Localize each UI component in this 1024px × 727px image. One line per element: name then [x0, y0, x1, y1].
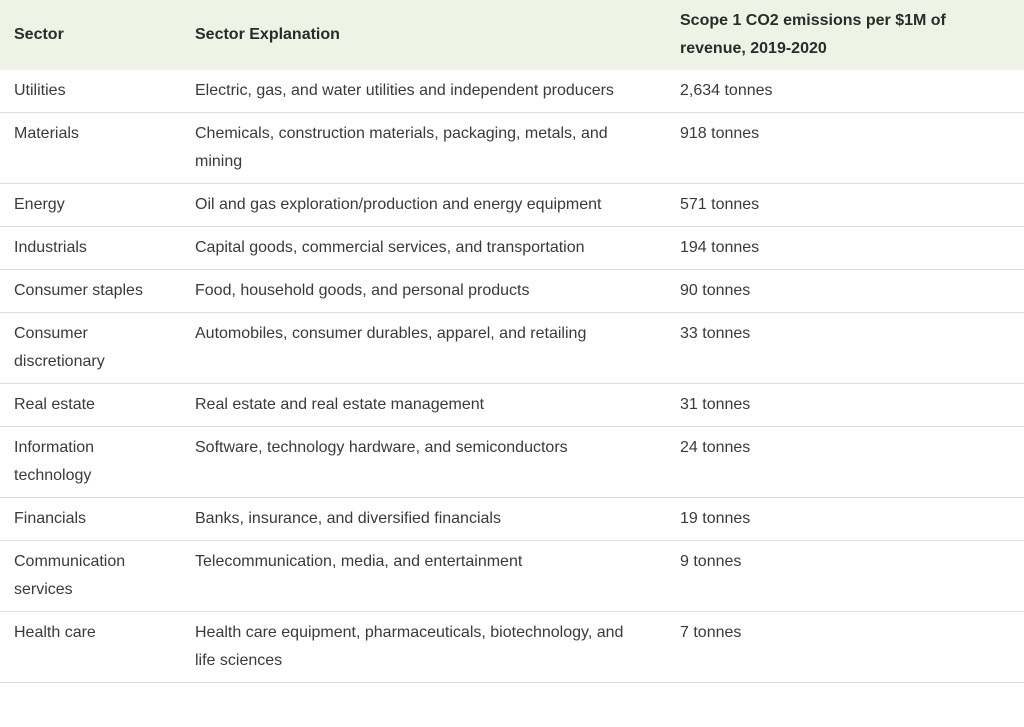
table-row [0, 227, 1024, 270]
cell-sector: Materials [0, 113, 181, 184]
cell-explanation: Software, technology hardware, and semiconductors [181, 427, 666, 498]
table-row [0, 498, 1024, 541]
cell-emissions: 90 tonnes [666, 270, 1024, 313]
cell-emissions: 9 tonnes [666, 541, 1024, 612]
cell-explanation: Health care equipment, pharmaceuticals, biotechnology, and life sciences [181, 612, 666, 683]
table-row [0, 270, 1024, 313]
header-emissions: Scope 1 CO2 emissions per $1M of revenue, 2019-2020 [680, 12, 946, 57]
header-explanation: Sector Explanation [195, 26, 340, 43]
table-row [0, 113, 1024, 184]
table-body [0, 70, 1024, 683]
cell-sector: Health care [0, 612, 181, 683]
cell-sector: Energy [0, 184, 181, 227]
table-row [0, 612, 1024, 683]
header-sector: Sector [14, 26, 64, 43]
table-row [0, 427, 1024, 498]
cell-sector: Information technology [0, 427, 181, 498]
cell-sector: Utilities [0, 70, 181, 113]
table-row [0, 184, 1024, 227]
cell-sector: Consumer discretionary [0, 313, 181, 384]
cell-sector: Financials [0, 498, 181, 541]
cell-emissions: 571 tonnes [666, 184, 1024, 227]
cell-explanation: Chemicals, construction materials, packaging, metals, and mining [181, 113, 666, 184]
cell-emissions: 7 tonnes [666, 612, 1024, 683]
cell-sector: Consumer staples [0, 270, 181, 313]
table-row [0, 70, 1024, 113]
cell-emissions: 31 tonnes [666, 384, 1024, 427]
cell-explanation: Electric, gas, and water utilities and independent producers [181, 70, 666, 113]
cell-emissions: 2,634 tonnes [666, 70, 1024, 113]
cell-sector: Communication services [0, 541, 181, 612]
cell-emissions: 918 tonnes [666, 113, 1024, 184]
table-row [0, 541, 1024, 612]
cell-explanation: Oil and gas exploration/production and energy equipment [181, 184, 666, 227]
table-row [0, 384, 1024, 427]
cell-emissions: 19 tonnes [666, 498, 1024, 541]
cell-explanation: Telecommunication, media, and entertainment [181, 541, 666, 612]
cell-explanation: Food, household goods, and personal products [181, 270, 666, 313]
cell-explanation: Capital goods, commercial services, and transportation [181, 227, 666, 270]
table-header [0, 0, 1024, 70]
cell-explanation: Automobiles, consumer durables, apparel, and retailing [181, 313, 666, 384]
table-row [0, 313, 1024, 384]
cell-sector: Real estate [0, 384, 181, 427]
cell-explanation: Banks, insurance, and diversified financials [181, 498, 666, 541]
cell-explanation: Real estate and real estate management [181, 384, 666, 427]
cell-emissions: 24 tonnes [666, 427, 1024, 498]
cell-sector: Industrials [0, 227, 181, 270]
cell-emissions: 33 tonnes [666, 313, 1024, 384]
header-row [0, 0, 1024, 70]
cell-emissions: 194 tonnes [666, 227, 1024, 270]
